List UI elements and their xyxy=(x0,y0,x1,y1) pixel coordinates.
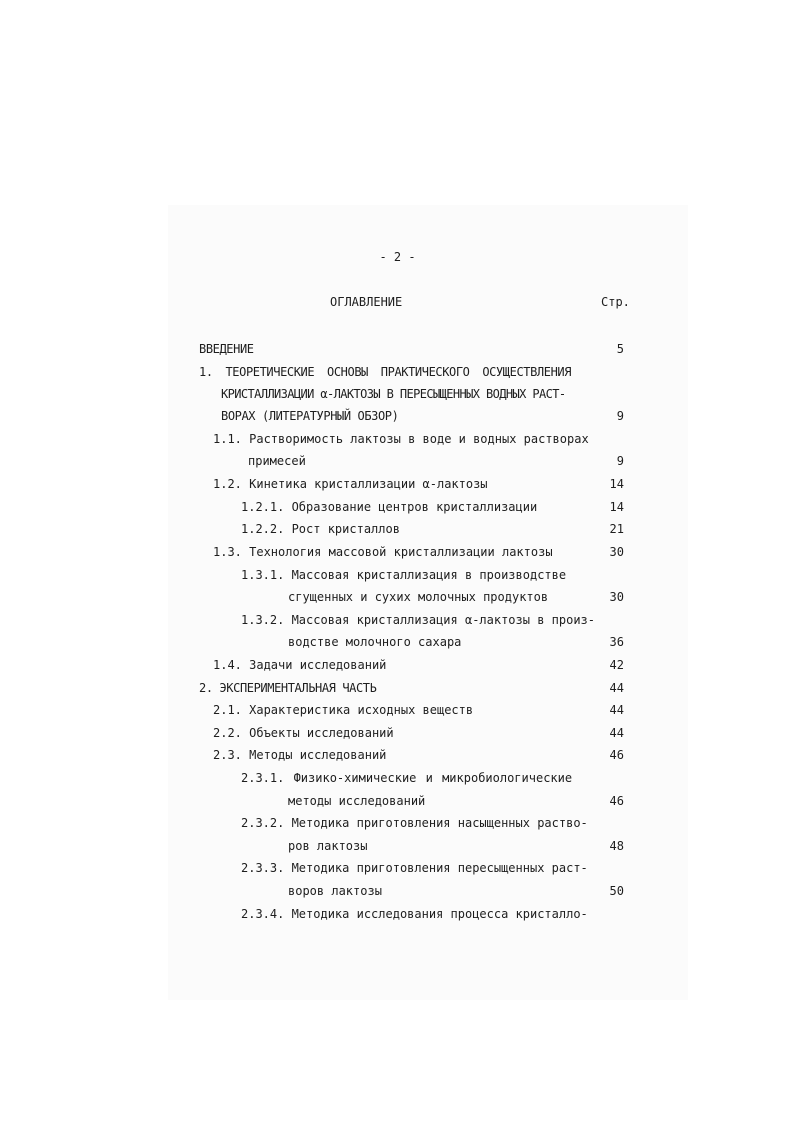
toc-line-1-3-1: 1.3.1. Массовая кристаллизация в производстве xyxy=(241,568,567,582)
toc-page: 42 xyxy=(609,658,624,672)
toc-line-2-3-2-cont: ров лактозы xyxy=(288,839,368,853)
toc-line-1-2-2: 1.2.2. Рост кристаллов xyxy=(241,522,400,536)
toc-line-1-3: 1.3. Технология массовой кристаллизации лактозы xyxy=(213,545,553,559)
toc-line-2-1: 2.1. Характеристика исходных веществ xyxy=(213,703,474,717)
page-number: - 2 - xyxy=(379,250,416,264)
toc-page: 5 xyxy=(616,342,624,356)
toc-line-section-2: 2. ЭКСПЕРИМЕНТАЛЬНАЯ ЧАСТЬ xyxy=(199,681,377,695)
toc-page: 50 xyxy=(609,884,624,898)
toc-line-vvedenie: ВВЕДЕНИЕ xyxy=(199,342,254,356)
toc-line-1-1-cont: примесей xyxy=(248,454,306,468)
toc-line-2-3: 2.3. Методы исследований xyxy=(213,748,387,762)
toc-page: 46 xyxy=(609,748,624,762)
toc-page: 9 xyxy=(616,409,624,423)
toc-line-2-2: 2.2. Объекты исследований xyxy=(213,726,394,740)
toc-page: 44 xyxy=(609,681,624,695)
toc-page: 30 xyxy=(609,545,624,559)
toc-line-2-3-3: 2.3.3. Методика приготовления пересыщенных раст- xyxy=(241,861,588,875)
toc-line-section-1-cont2: ВОРАХ (ЛИТЕРАТУРНЫЙ ОБЗОР) xyxy=(221,409,399,423)
toc-line-2-3-2: 2.3.2. Методика приготовления насыщенных раство- xyxy=(241,816,588,830)
toc-line-1-3-2: 1.3.2. Массовая кристаллизация α-лактозы в произ- xyxy=(241,613,596,627)
toc-page: 36 xyxy=(609,635,624,649)
toc-line-1-3-1-cont: сгущенных и сухих молочных продуктов xyxy=(288,590,549,604)
toc-heading: ОГЛАВЛЕНИЕ xyxy=(330,295,403,309)
toc-line-1-1: 1.1. Растворимость лактозы в воде и водных растворах xyxy=(213,432,589,446)
page-column-label: Стр. xyxy=(601,295,630,309)
toc-line-2-3-4: 2.3.4. Методика исследования процесса кристалло- xyxy=(241,907,588,921)
toc-page: 44 xyxy=(609,703,624,717)
toc-line-2-3-1: 2.3.1. Физико-химические и микробиологические xyxy=(241,771,573,785)
toc-line-2-3-3-cont: воров лактозы xyxy=(288,884,382,898)
toc-page: 46 xyxy=(609,794,624,808)
toc-line-section-1: 1. ТЕОРЕТИЧЕСКИЕ ОСНОВЫ ПРАКТИЧЕСКОГО ОСУЩЕСТВЛЕНИЯ xyxy=(199,365,572,379)
toc-page: 14 xyxy=(609,500,624,514)
toc-line-section-1-cont: КРИСТАЛЛИЗАЦИИ α-ЛАКТОЗЫ В ПЕРЕСЫЩЕННЫХ ВОДНЫХ РАСТ- xyxy=(221,387,566,401)
toc-page: 30 xyxy=(609,590,624,604)
toc-line-1-3-2-cont: водстве молочного сахара xyxy=(288,635,462,649)
toc-page: 48 xyxy=(609,839,624,853)
toc-line-1-4: 1.4. Задачи исследований xyxy=(213,658,387,672)
toc-page: 44 xyxy=(609,726,624,740)
toc-line-1-2: 1.2. Кинетика кристаллизации α-лактозы xyxy=(213,477,488,491)
toc-line-2-3-1-cont: методы исследований xyxy=(288,794,426,808)
toc-page: 14 xyxy=(609,477,624,491)
toc-page: 21 xyxy=(609,522,624,536)
toc-page: 9 xyxy=(616,454,624,468)
toc-line-1-2-1: 1.2.1. Образование центров кристаллизации xyxy=(241,500,538,514)
